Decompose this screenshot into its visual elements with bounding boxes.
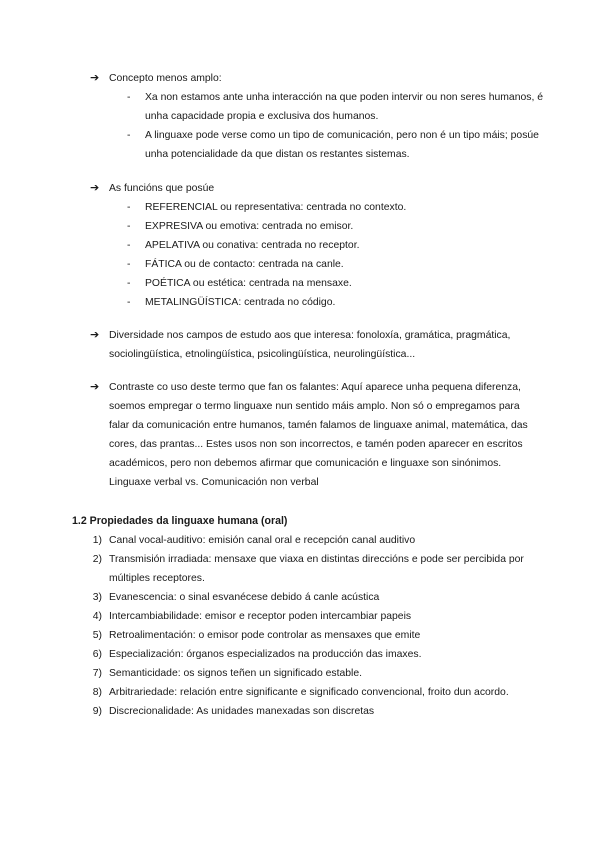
list-item-text: Arbitrariedade: relación entre significante e significado convencional, froito dun acordo. (109, 687, 509, 698)
list-number: 3) (92, 592, 102, 603)
list-item (0, 683, 529, 702)
contraste-text: Contraste co uso deste termo que fan os falantes: Aquí aparece unha pequena diferenza, soemos empregar o termo linguaxe nun sentido máis amplo. Non só o empregamos para falar da comunicación entre humanos, tamén falamos de linguaxe animal, matemática, das cores, das prantas... Estes usos non son incorrectos, e tamén poden aparecer en escritos académicos, pero non debemos afirmar que comunicación e linguaxe son sinónimos. (109, 382, 528, 469)
list-number: 6) (92, 649, 102, 660)
propiedades-list (0, 531, 600, 721)
concepto-title: Concepto menos amplo: (109, 73, 222, 84)
concepto-list (0, 88, 600, 164)
list-item-text: Xa non estamos ante unha interacción na que poden intervir ou non seres humanos, é unha capacidade propia e exclusiva dos humanos. (145, 92, 543, 122)
list-item (0, 531, 529, 550)
list-item-text: POÉTICA ou estética: centrada na mensaxe. (145, 278, 352, 289)
list-item (0, 293, 545, 312)
dash-bullet-icon: - (127, 278, 131, 289)
list-item (0, 664, 529, 683)
list-number: 2) (92, 554, 102, 565)
arrow-bullet-icon: ➔ (90, 72, 100, 84)
list-item-text: APELATIVA ou conativa: centrada no receptor. (145, 240, 360, 251)
list-item (0, 702, 529, 721)
list-item-text: FÁTICA ou de contacto: centrada na canle. (145, 259, 344, 270)
list-item-text: REFERENCIAL ou representativa: centrada no contexto. (145, 202, 407, 213)
list-item-text: Evanescencia: o sinal esvanécese debido á canle acústica (109, 592, 380, 603)
contraste-section (0, 378, 600, 492)
list-item-text: Semanticidade: os signos teñen un significado estable. (109, 668, 363, 679)
dash-bullet-icon: - (127, 240, 131, 251)
list-item-text: Canal vocal-auditivo: emisión canal oral e recepción canal auditivo (109, 535, 416, 546)
list-item (0, 550, 529, 588)
arrow-bullet-icon: ➔ (90, 182, 100, 194)
list-item-text: Intercambiabilidade: emisor e receptor poden intercambiar papeis (109, 611, 412, 622)
list-item (0, 198, 545, 217)
contraste-item (0, 378, 539, 473)
list-item-text: METALINGÜÍSTICA: centrada no código. (145, 297, 336, 308)
contraste-extra: Linguaxe verbal vs. Comunicación non verbal (109, 477, 319, 488)
funcions-section (0, 179, 600, 312)
list-item (0, 626, 529, 645)
dash-bullet-icon: - (127, 92, 131, 103)
list-item (0, 607, 529, 626)
dash-bullet-icon: - (127, 202, 131, 213)
dash-bullet-icon: - (127, 221, 131, 232)
list-item (0, 126, 545, 164)
dash-bullet-icon: - (127, 259, 131, 270)
list-item (0, 255, 545, 274)
concepto-title-item (0, 69, 539, 88)
list-item-text: Retroalimentación: o emisor pode controlar as mensaxes que emite (109, 630, 421, 641)
list-number: 1) (92, 535, 102, 546)
list-item (0, 645, 529, 664)
dash-bullet-icon: - (127, 130, 131, 141)
funcions-title: As funcións que posúe (109, 183, 215, 194)
list-item (0, 588, 529, 607)
diversidade-text: Diversidade nos campos de estudo aos que interesa: fonoloxía, gramática, pragmática, sociolingüística, etnolingüística, psicolingüística, neurolingüística... (109, 330, 511, 360)
arrow-bullet-icon: ➔ (90, 329, 100, 341)
list-item (0, 217, 545, 236)
section-heading: 1.2 Propiedades da linguaxe humana (oral) (72, 515, 288, 527)
concepto-section (0, 69, 600, 164)
list-number: 7) (92, 668, 102, 679)
list-number: 5) (92, 630, 102, 641)
list-item (0, 88, 545, 126)
diversidade-item (0, 326, 539, 364)
list-number: 4) (92, 611, 102, 622)
list-item (0, 274, 545, 293)
list-item-text: A linguaxe pode verse como un tipo de comunicación, pero non é un tipo máis; posúe unha potencialidade da que distan os restantes sistemas. (145, 130, 539, 160)
list-item-text: Transmisión irradiada: mensaxe que viaxa en distintas direccións e pode ser percibida por múltiples receptores. (109, 554, 524, 584)
list-item-text: Especialización: órganos especializados na producción das imaxes. (109, 649, 422, 660)
list-item-text: Discrecionalidade: As unidades manexadas son discretas (109, 706, 375, 717)
funcions-title-item (0, 179, 539, 198)
list-number: 9) (92, 706, 102, 717)
dash-bullet-icon: - (127, 297, 131, 308)
list-number: 8) (92, 687, 102, 698)
list-item-text: EXPRESIVA ou emotiva: centrada no emisor. (145, 221, 354, 232)
list-item (0, 236, 545, 255)
diversidade-section (0, 326, 600, 364)
arrow-bullet-icon: ➔ (90, 381, 100, 393)
funcions-list (0, 198, 600, 312)
